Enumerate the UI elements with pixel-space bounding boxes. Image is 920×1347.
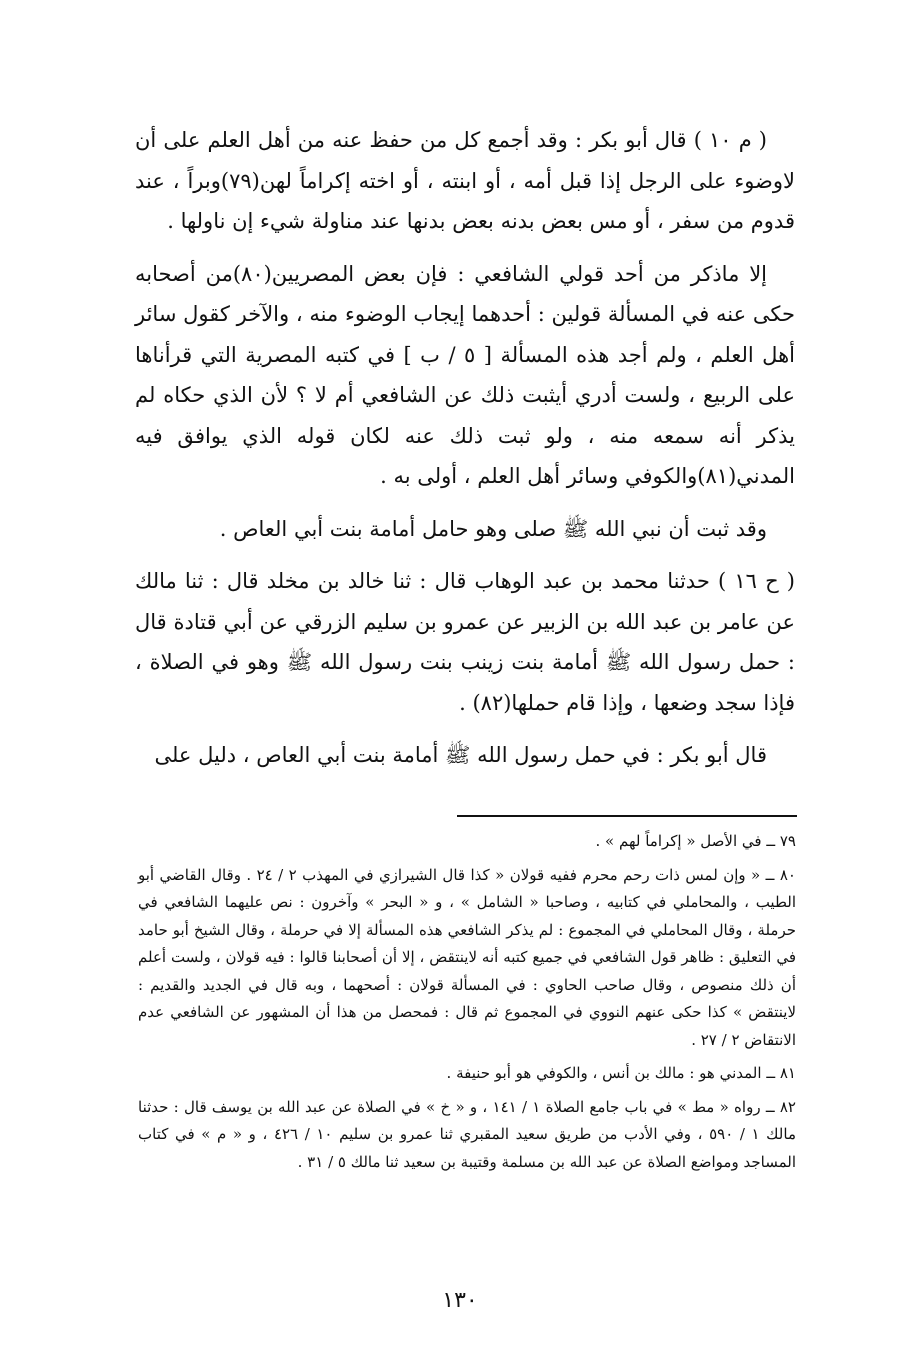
page-number: ١٣٠	[442, 1288, 478, 1313]
footnote-79: ٧٩ ــ في الأصل « إكراماً لهم » .	[595, 832, 796, 850]
main-text-body	[135, 120, 795, 776]
footnotes-section	[138, 828, 796, 1176]
footnote-81: ٨١ ــ المدني هو : مالك بن أنس ، والكوفي هو أبو حنيفة .	[446, 1064, 796, 1082]
paragraph-abu-bakr-conclusion: قال أبو بكر : في حمل رسول الله ﷺ أمامة بنت أبي العاص ، دليل على	[154, 743, 767, 767]
footnote-82: ٨٢ ــ رواه « مط » في باب جامع الصلاة ١ / ١٤١ ، و « خ » في الصلاة عن عبد الله بن يوسف قال : حدثنا مالك ١ / ٥٩٠ ، وفي الأدب من طريق سعيد المقبري ثنا عمرو بن سليم ١٠ / ٤٢٦ ، و « م » في كتاب المساجد ومواضع الصلاة عن عبد الله بن مسلمة وقتيبة بن سعيد ثنا مالك ٥ / ٣١ .	[138, 1097, 796, 1171]
paragraph-prophet-umama: وقد ثبت أن نبي الله ﷺ صلى وهو حامل أمامة بنت أبي العاص .	[219, 516, 767, 541]
paragraph-h16-hadith: ( ح ١٦ ) حدثنا محمد بن عبد الوهاب قال : ثنا خالد بن مخلد قال : ثنا مالك عن عامر بن عبد الله بن الزبير عن عمرو بن سليم الزرقي عن أبي قتادة قال : حمل رسول الله ﷺ أمامة بنت زينب بنت رسول الله ﷺ وهو في الصلاة ، فإذا سجد وضعها ، وإذا قام حملها(٨٢) .	[135, 569, 795, 715]
paragraph-m10: ( م ١٠ ) قال أبو بكر : وقد أجمع كل من حفظ عنه من أهل العلم على أن لاوضوء على الرجل إذا قبل أمه ، أو ابنته ، أو اخته إكراماً لهن(٧٩)وبراً ، عند قدوم من سفر ، أو مس بعض بدنه بعض بدنها عند مناولة شيء إن ناولها .	[135, 128, 795, 233]
footnote-80: ٨٠ ــ « وإن لمس ذات رحم محرم ففيه قولان « كذا قال الشيرازي في المهذب ٢ / ٢٤ . وقال القاضي أبو الطيب ، والمحاملي في كتابيه ، وصاحبا « الشامل » ، و « البحر » وآخرون : نص عليهما الشافعي في حرملة ، وقال المحاملي في المجموع : لم يذكر الشافعي هذه المسألة إلا في حرملة ، وقال الشيخ أبو حامد في التعليق : ظاهر قول الشافعي في جميع كتبه أنه لاينتقض ، إلا أن أصحابنا قالوا : فيه قولان ، ولست أعلم أن ذلك منصوص ، وقال صاحب الحاوي : في المسألة قولان : أصحهما ، وبه قال في الجديد والقديم : لاينتقض » كذا حكى عنهم النووي في المجموع ثم قال : فمحصل من هذا أن المشهور عن الشافعي عدم الانتقاض ٢ / ٢٧ .	[138, 865, 796, 1049]
footnote-divider	[457, 815, 797, 817]
paragraph-shafii-opinion: إلا ماذكر من أحد قولي الشافعي : فإن بعض المصريين(٨٠)من أصحابه حكى عنه في المسألة قولين : أحدهما إيجاب الوضوء منه ، والآخر كقول سائر أهل العلم ، ولم أجد هذه المسألة [ ٥ / ب ] في كتبه المصرية التي قرأناها على الربيع ، ولست أدري أيثبت ذلك عن الشافعي أم لا ؟ لأن الذي حكاه لم يذكر أنه سمعه منه ، ولو ثبت ذلك عنه لكان قوله الذي يوافق فيه المدني(٨١)والكوفي وسائر أهل العلم ، أولى به .	[135, 261, 795, 488]
